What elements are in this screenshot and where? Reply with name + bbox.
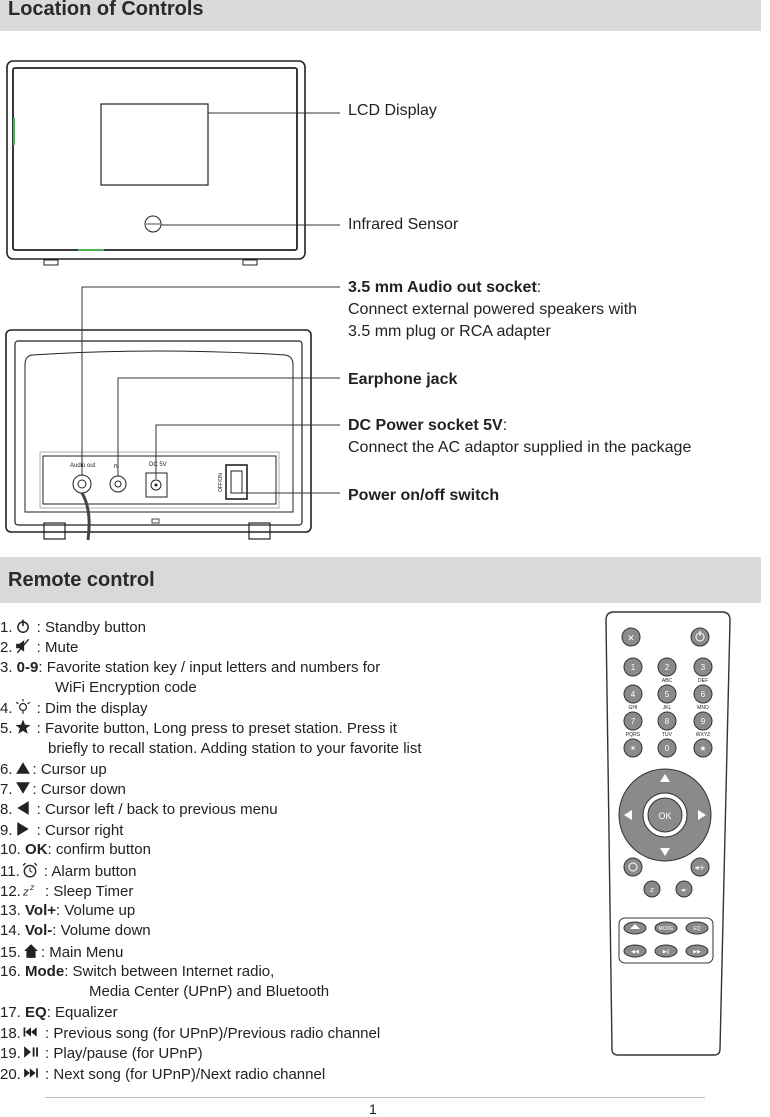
playpause-icon: [23, 1044, 39, 1058]
list-item-key: Mode: [20, 963, 65, 980]
dc-power-colon: :: [502, 417, 508, 434]
power-switch-title: Power on/off switch: [348, 487, 500, 504]
panel-dc-label: DC 5V: [149, 462, 167, 468]
list-item-text: : Cursor down: [32, 781, 126, 798]
earphone-jack-title: Earphone jack: [348, 371, 458, 388]
earphone-jack-callout: [348, 369, 457, 391]
list-item-number: 10.: [0, 841, 21, 858]
dc-power-callout: [348, 415, 691, 459]
header-band-remote: [0, 557, 761, 603]
list-item-text: : Favorite station key / input letters and numbers for: [38, 659, 381, 676]
svg-text:▶∥: ▶∥: [662, 949, 670, 955]
svg-text:◂+: ◂+: [694, 863, 706, 872]
list-item-number: 17.: [0, 1004, 21, 1021]
key-label-jkl: JKL: [662, 705, 672, 711]
list-item-number: 3.: [0, 659, 13, 676]
list-item-text: : Sleep Timer: [40, 883, 134, 900]
down-icon: [15, 780, 31, 794]
list-item: [0, 699, 148, 718]
list-item-number: 19.: [0, 1045, 21, 1062]
key-4: 4: [630, 690, 636, 699]
sleep-icon: [23, 882, 39, 896]
next-icon: [23, 1065, 39, 1079]
list-item-text: : Cursor up: [32, 761, 107, 778]
list-item: [0, 618, 146, 637]
list-item-number: 13.: [0, 902, 21, 919]
remote-power-button: [691, 628, 709, 646]
list-item-number: 6.: [0, 761, 13, 778]
list-item-text: : Volume up: [56, 902, 136, 919]
key-8: 8: [664, 717, 670, 726]
key-eq: EQ: [693, 926, 701, 932]
key-3: 3: [700, 663, 706, 672]
list-item-text: : Cursor left / back to previous menu: [32, 801, 278, 818]
key-9: 9: [700, 717, 706, 726]
svg-text:▶▶: ▶▶: [693, 949, 701, 955]
list-item-number: 2.: [0, 639, 13, 656]
list-item: [0, 1065, 325, 1084]
list-item-text: : Cursor right: [32, 822, 124, 839]
list-item: [0, 922, 151, 940]
list-item: [0, 1004, 118, 1022]
list-item-text: : Play/pause (for UPnP): [40, 1045, 203, 1062]
key-label-abc: ABC: [661, 678, 673, 684]
list-item-text: : Equalizer: [46, 1004, 118, 1021]
svg-text:z: z: [22, 886, 29, 898]
dc-power-desc: Connect the AC adaptor supplied in the package: [348, 439, 692, 456]
list-item-text: : Favorite button, Long press to preset station. Press it: [32, 720, 397, 737]
list-item-text: : Volume down: [52, 922, 151, 939]
list-item: [0, 841, 151, 859]
key-mode: MODE: [658, 926, 674, 932]
list-item-key: Vol+: [20, 902, 57, 919]
list-item-number: 14.: [0, 922, 21, 939]
page-number: 1: [369, 1101, 377, 1117]
right-icon: [15, 821, 31, 835]
remote-alarm-button: [624, 858, 642, 876]
audio-out-callout: [348, 277, 637, 343]
list-item: [0, 800, 278, 819]
list-item-text: : Dim the display: [32, 700, 148, 717]
key-0: 0: [664, 744, 670, 753]
audio-out-colon: :: [536, 279, 542, 296]
key-label-tuv: TUV: [662, 732, 672, 738]
list-item-number: 7.: [0, 781, 13, 798]
list-item-number: 20.: [0, 1066, 21, 1083]
panel-offon-label: OFF/ON: [218, 473, 224, 492]
list-item-text: : Previous song (for UPnP)/Previous radio channel: [40, 1025, 381, 1042]
list-item: [0, 659, 380, 677]
list-item-text: : Mute: [32, 639, 79, 656]
list-item-key: EQ: [20, 1004, 47, 1021]
audio-out-desc-1: Connect external powered speakers with: [348, 301, 638, 318]
key-1: 1: [630, 663, 636, 672]
list-item-text: : Alarm button: [39, 863, 137, 880]
list-item: [0, 821, 123, 840]
list-item: [0, 882, 133, 901]
key-label-pqrs: PQRS: [625, 732, 641, 738]
list-item-key: Vol-: [20, 922, 53, 939]
svg-text:z: z: [29, 883, 34, 892]
list-item: [0, 638, 78, 657]
svg-text:◀◀: ◀◀: [631, 949, 639, 955]
key-label-wxyz: WXYZ: [695, 732, 711, 738]
list-item: [0, 943, 123, 962]
section-title-controls: Location of Controls: [8, 0, 204, 20]
key-star-icon: ★: [699, 744, 707, 753]
prev-icon: [23, 1024, 39, 1038]
key-ok: OK: [658, 811, 672, 821]
audio-out-title: 3.5 mm Audio out socket: [348, 279, 537, 296]
list-item: [0, 719, 397, 738]
list-item-number: 1.: [0, 619, 13, 636]
key-label-ghi: GHI: [628, 705, 638, 711]
key-label-def: DEF: [698, 678, 708, 684]
home-icon: [23, 943, 39, 957]
list-item-text: : confirm button: [47, 841, 151, 858]
list-item-continuation: Media Center (UPnP) and Bluetooth: [89, 983, 330, 1000]
list-item-number: 9.: [0, 822, 13, 839]
svg-text:z: z: [650, 886, 654, 894]
list-item-text: : Main Menu: [40, 944, 124, 961]
list-item-key: 0-9: [12, 659, 39, 676]
footer-divider: [45, 1097, 705, 1098]
back-view-diagram: [0, 280, 345, 545]
list-item-text: : Standby button: [32, 619, 146, 636]
lcd-display-label: LCD Display: [348, 102, 437, 119]
up-icon: [15, 760, 31, 774]
list-item: [0, 1024, 380, 1043]
list-item-text: : Switch between Internet radio,: [64, 963, 275, 980]
section-title-remote: Remote control: [8, 569, 155, 591]
infrared-sensor-label: Infrared Sensor: [348, 216, 459, 233]
list-item-number: 18.: [0, 1025, 21, 1042]
list-item: [0, 963, 274, 981]
header-band-controls: [0, 0, 761, 31]
remote-control-diagram: [600, 608, 732, 1060]
panel-earphone-icon: ∩: [113, 462, 119, 470]
dim-icon: [15, 699, 31, 713]
alarm-icon: [22, 862, 38, 876]
list-item: [0, 902, 135, 920]
list-item-text: : Next song (for UPnP)/Next radio channel: [40, 1066, 326, 1083]
dc-power-title: DC Power socket 5V: [348, 417, 503, 434]
list-item-number: 16.: [0, 963, 21, 980]
mute-icon: [15, 638, 31, 652]
list-item-key: OK: [20, 841, 48, 858]
key-2: 2: [664, 663, 670, 672]
key-dim-icon: ☀: [629, 744, 637, 753]
key-7: 7: [630, 717, 636, 726]
key-label-mno: MNO: [697, 705, 709, 711]
key-5: 5: [664, 690, 670, 699]
list-item: [0, 1044, 203, 1063]
left-icon: [15, 800, 31, 814]
key-6: 6: [700, 690, 706, 699]
list-item-number: 5.: [0, 720, 13, 737]
audio-out-desc-2: 3.5 mm plug or RCA adapter: [348, 323, 551, 340]
svg-text:✕: ✕: [627, 634, 635, 644]
list-item-number: 8.: [0, 801, 13, 818]
power-switch-callout: [348, 485, 499, 507]
list-item-continuation: WiFi Encryption code: [55, 679, 197, 696]
list-item-number: 15.: [0, 944, 21, 961]
panel-audio-label: Audio out: [70, 463, 96, 469]
power-icon: [15, 618, 31, 632]
list-item: [0, 862, 136, 881]
list-item-number: 11.: [0, 863, 20, 880]
star-icon: [15, 719, 31, 733]
list-item-continuation: briefly to recall station. Adding station to your favorite list: [48, 740, 422, 757]
list-item-number: 4.: [0, 700, 13, 717]
list-item: [0, 780, 126, 799]
list-item-number: 12.: [0, 883, 21, 900]
list-item: [0, 760, 107, 779]
svg-text:◂-: ◂-: [680, 886, 688, 894]
front-view-diagram: [0, 55, 770, 270]
